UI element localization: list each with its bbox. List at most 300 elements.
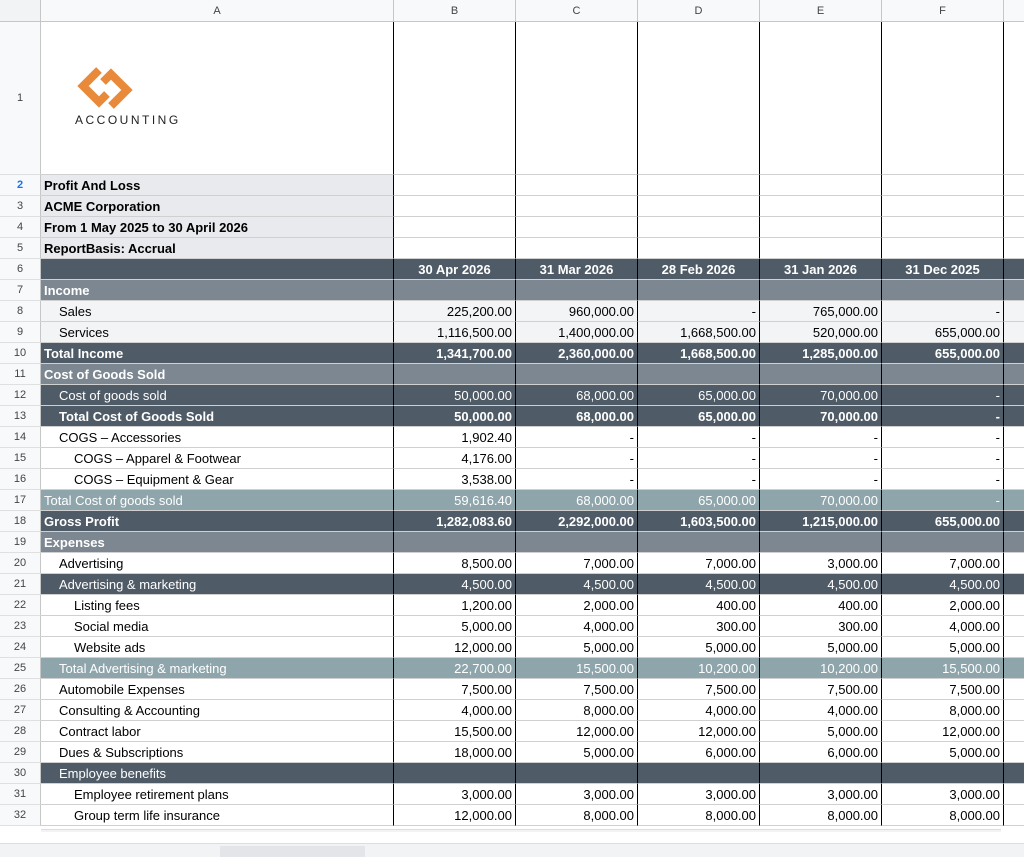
amount-cell[interactable]: 1,603,500.00	[638, 511, 760, 532]
cell[interactable]	[638, 238, 760, 259]
amount-cell[interactable]: 59,616.40	[394, 490, 516, 511]
row-header[interactable]: 19	[0, 532, 41, 553]
cell[interactable]	[1004, 22, 1024, 175]
account-label[interactable]: Advertising	[41, 553, 394, 574]
cell[interactable]	[1004, 679, 1024, 700]
cell[interactable]	[516, 217, 638, 238]
row-header[interactable]: 12	[0, 385, 41, 406]
row-header[interactable]: 13	[0, 406, 41, 427]
amount-cell[interactable]: 7,000.00	[516, 553, 638, 574]
amount-cell[interactable]: 68,000.00	[516, 406, 638, 427]
cell[interactable]	[516, 22, 638, 175]
amount-cell[interactable]: 4,176.00	[394, 448, 516, 469]
report-title-cell[interactable]: ReportBasis: Accrual	[41, 238, 394, 259]
amount-cell[interactable]: -	[882, 490, 1004, 511]
amount-cell[interactable]: 3,000.00	[638, 784, 760, 805]
date-header-row	[41, 259, 1024, 280]
cell[interactable]	[638, 196, 760, 217]
amount-cell[interactable]: 4,500.00	[760, 574, 882, 595]
row-header[interactable]: 7	[0, 280, 41, 301]
amount-cell[interactable]: 2,000.00	[882, 595, 1004, 616]
period-header[interactable]: 28 Feb 2026	[638, 259, 760, 280]
amount-cell[interactable]: 8,000.00	[882, 700, 1004, 721]
amount-cell[interactable]: 65,000.00	[638, 385, 760, 406]
amount-cell[interactable]	[882, 280, 1004, 301]
cell[interactable]	[1004, 427, 1024, 448]
cell[interactable]	[1004, 175, 1024, 196]
period-header[interactable]: 31 Jan 2026	[760, 259, 882, 280]
amount-cell[interactable]	[638, 763, 760, 784]
account-label[interactable]: Total Income	[41, 343, 394, 364]
amount-cell[interactable]: 7,500.00	[394, 679, 516, 700]
amount-cell[interactable]: 400.00	[760, 595, 882, 616]
amount-cell[interactable]	[516, 364, 638, 385]
row-header[interactable]: 3	[0, 196, 41, 217]
amount-cell[interactable]: 5,000.00	[882, 637, 1004, 658]
cell[interactable]	[1004, 616, 1024, 637]
cell[interactable]	[1004, 364, 1024, 385]
cell[interactable]	[1004, 469, 1024, 490]
amount-cell[interactable]: 1,668,500.00	[638, 343, 760, 364]
amount-cell[interactable]: 5,000.00	[516, 637, 638, 658]
amount-cell[interactable]: 10,200.00	[760, 658, 882, 679]
amount-cell[interactable]: -	[882, 301, 1004, 322]
table-row	[41, 784, 1024, 805]
cell[interactable]	[1004, 721, 1024, 742]
account-label[interactable]: COGS – Apparel & Footwear	[41, 448, 394, 469]
amount-cell[interactable]: 12,000.00	[394, 637, 516, 658]
amount-cell[interactable]: 1,668,500.00	[638, 322, 760, 343]
cell[interactable]	[882, 196, 1004, 217]
row-header[interactable]: 10	[0, 343, 41, 364]
period-header[interactable]: 31 Mar 2026	[516, 259, 638, 280]
account-label[interactable]: Cost of goods sold	[41, 385, 394, 406]
cell[interactable]	[1004, 805, 1024, 826]
row-header[interactable]: 16	[0, 469, 41, 490]
amount-cell[interactable]: -	[882, 385, 1004, 406]
cell[interactable]	[760, 217, 882, 238]
amount-cell[interactable]: -	[638, 301, 760, 322]
amount-cell[interactable]	[882, 532, 1004, 553]
table-row	[41, 448, 1024, 469]
amount-cell[interactable]: -	[882, 448, 1004, 469]
amount-cell[interactable]: 15,500.00	[516, 658, 638, 679]
table-row	[41, 280, 1024, 301]
row-header-1[interactable]: 1	[0, 22, 41, 175]
row-header[interactable]: 17	[0, 490, 41, 511]
amount-cell[interactable]: 300.00	[638, 616, 760, 637]
row-header[interactable]: 31	[0, 784, 41, 805]
table-row	[41, 385, 1024, 406]
amount-cell[interactable]: 1,400,000.00	[516, 322, 638, 343]
amount-cell[interactable]: 65,000.00	[638, 406, 760, 427]
column-header-a[interactable]: A	[41, 0, 394, 22]
amount-cell[interactable]: 50,000.00	[394, 406, 516, 427]
row-header[interactable]: 15	[0, 448, 41, 469]
title-row	[41, 217, 1024, 238]
row-header[interactable]: 4	[0, 217, 41, 238]
cell[interactable]	[882, 238, 1004, 259]
amount-cell[interactable]: -	[516, 469, 638, 490]
logo-text: ACCOUNTING	[75, 113, 181, 127]
row-header[interactable]: 9	[0, 322, 41, 343]
account-label[interactable]: Services	[41, 322, 394, 343]
amount-cell[interactable]: -	[882, 406, 1004, 427]
table-row	[41, 406, 1024, 427]
account-label[interactable]: Cost of Goods Sold	[41, 364, 394, 385]
amount-cell[interactable]: 8,500.00	[394, 553, 516, 574]
account-label[interactable]: Advertising & marketing	[41, 574, 394, 595]
amount-cell[interactable]	[760, 280, 882, 301]
amount-cell[interactable]: 5,000.00	[760, 637, 882, 658]
cell[interactable]	[882, 22, 1004, 175]
amount-cell[interactable]: 6,000.00	[638, 742, 760, 763]
cell[interactable]	[1004, 742, 1024, 763]
amount-cell[interactable]: 22,700.00	[394, 658, 516, 679]
amount-cell[interactable]: 15,500.00	[394, 721, 516, 742]
account-label[interactable]: Sales	[41, 301, 394, 322]
amount-cell[interactable]: 655,000.00	[882, 343, 1004, 364]
amount-cell[interactable]: 960,000.00	[516, 301, 638, 322]
account-label[interactable]: Total Advertising & marketing	[41, 658, 394, 679]
cell[interactable]	[1004, 532, 1024, 553]
cell[interactable]	[394, 238, 516, 259]
sheet-tab[interactable]	[220, 846, 365, 857]
cell[interactable]	[516, 175, 638, 196]
table-row	[41, 637, 1024, 658]
report-title-cell[interactable]: Profit And Loss	[41, 175, 394, 196]
amount-cell[interactable]: 3,538.00	[394, 469, 516, 490]
cell[interactable]	[638, 217, 760, 238]
amount-cell[interactable]: 7,000.00	[638, 553, 760, 574]
cell[interactable]	[1004, 406, 1024, 427]
row-header[interactable]: 25	[0, 658, 41, 679]
amount-cell[interactable]	[394, 763, 516, 784]
column-header-e[interactable]: E	[760, 0, 882, 22]
table-row	[41, 469, 1024, 490]
amount-cell[interactable]: -	[516, 448, 638, 469]
cell[interactable]	[882, 175, 1004, 196]
table-row	[41, 322, 1024, 343]
report-title-cell[interactable]: ACME Corporation	[41, 196, 394, 217]
cell[interactable]	[1004, 301, 1024, 322]
amount-cell[interactable]: -	[760, 427, 882, 448]
column-header-c[interactable]: C	[516, 0, 638, 22]
amount-cell[interactable]: 655,000.00	[882, 322, 1004, 343]
cell[interactable]	[1004, 553, 1024, 574]
period-header[interactable]: 31 Dec 2025	[882, 259, 1004, 280]
amount-cell[interactable]: -	[516, 427, 638, 448]
amount-cell[interactable]	[760, 532, 882, 553]
cell[interactable]	[1004, 574, 1024, 595]
amount-cell[interactable]: 1,200.00	[394, 595, 516, 616]
table-row	[41, 595, 1024, 616]
header-label-cell[interactable]	[41, 259, 394, 280]
amount-cell[interactable]: 4,000.00	[394, 700, 516, 721]
amount-cell[interactable]: 2,292,000.00	[516, 511, 638, 532]
title-row	[41, 238, 1024, 259]
amount-cell[interactable]: 12,000.00	[394, 805, 516, 826]
amount-cell[interactable]: 4,000.00	[638, 700, 760, 721]
amount-cell[interactable]: 4,500.00	[394, 574, 516, 595]
amount-cell[interactable]: 50,000.00	[394, 385, 516, 406]
amount-cell[interactable]: 8,000.00	[760, 805, 882, 826]
amount-cell[interactable]: 3,000.00	[760, 553, 882, 574]
amount-cell[interactable]: -	[882, 469, 1004, 490]
cell[interactable]	[394, 217, 516, 238]
amount-cell[interactable]: 7,000.00	[882, 553, 1004, 574]
table-row	[41, 763, 1024, 784]
account-label[interactable]: Expenses	[41, 532, 394, 553]
row-header[interactable]: 21	[0, 574, 41, 595]
amount-cell[interactable]: 8,000.00	[638, 805, 760, 826]
amount-cell[interactable]: 3,000.00	[516, 784, 638, 805]
amount-cell[interactable]: 4,000.00	[882, 616, 1004, 637]
cell[interactable]	[516, 196, 638, 217]
row-header[interactable]: 8	[0, 301, 41, 322]
cell[interactable]	[1004, 322, 1024, 343]
amount-cell[interactable]	[516, 280, 638, 301]
amount-cell[interactable]: 7,500.00	[638, 679, 760, 700]
cell[interactable]	[1004, 217, 1024, 238]
amount-cell[interactable]: 3,000.00	[760, 784, 882, 805]
amount-cell[interactable]	[760, 364, 882, 385]
amount-cell[interactable]: 70,000.00	[760, 406, 882, 427]
amount-cell[interactable]: -	[882, 427, 1004, 448]
amount-cell[interactable]: 12,000.00	[882, 721, 1004, 742]
amount-cell[interactable]: 1,215,000.00	[760, 511, 882, 532]
amount-cell[interactable]: 18,000.00	[394, 742, 516, 763]
column-header-d[interactable]: D	[638, 0, 760, 22]
title-row	[41, 196, 1024, 217]
amount-cell[interactable]	[516, 763, 638, 784]
account-label[interactable]: Employee retirement plans	[41, 784, 394, 805]
amount-cell[interactable]: 3,000.00	[882, 784, 1004, 805]
amount-cell[interactable]	[394, 364, 516, 385]
account-label[interactable]: COGS – Equipment & Gear	[41, 469, 394, 490]
row-header[interactable]: 26	[0, 679, 41, 700]
amount-cell[interactable]	[638, 532, 760, 553]
amount-cell[interactable]: 4,000.00	[760, 700, 882, 721]
table-row	[41, 700, 1024, 721]
amount-cell[interactable]: 65,000.00	[638, 490, 760, 511]
table-row	[41, 742, 1024, 763]
cell[interactable]	[1004, 700, 1024, 721]
cell[interactable]	[516, 238, 638, 259]
table-row	[41, 364, 1024, 385]
cell[interactable]	[1004, 280, 1024, 301]
cell[interactable]	[760, 238, 882, 259]
amount-cell[interactable]	[394, 532, 516, 553]
amount-cell[interactable]: 4,500.00	[638, 574, 760, 595]
table-row	[41, 658, 1024, 679]
cell[interactable]	[1004, 595, 1024, 616]
amount-cell[interactable]: 10,200.00	[638, 658, 760, 679]
account-label[interactable]: Total Cost of goods sold	[41, 490, 394, 511]
account-label[interactable]: Contract labor	[41, 721, 394, 742]
horizontal-scrollbar[interactable]	[41, 829, 1001, 832]
column-header-f[interactable]: F	[882, 0, 1004, 22]
amount-cell[interactable]	[760, 763, 882, 784]
amount-cell[interactable]	[516, 532, 638, 553]
cell[interactable]	[394, 175, 516, 196]
logo-row	[41, 22, 1024, 175]
table-row	[41, 679, 1024, 700]
amount-cell[interactable]: 2,000.00	[516, 595, 638, 616]
table-row	[41, 490, 1024, 511]
amount-cell[interactable]: -	[638, 448, 760, 469]
amount-cell[interactable]: -	[760, 448, 882, 469]
row-header[interactable]: 28	[0, 721, 41, 742]
cell[interactable]	[1004, 448, 1024, 469]
amount-cell[interactable]: 300.00	[760, 616, 882, 637]
account-label[interactable]: Group term life insurance	[41, 805, 394, 826]
amount-cell[interactable]: 7,500.00	[760, 679, 882, 700]
cell[interactable]	[1004, 259, 1024, 280]
account-label[interactable]: Website ads	[41, 637, 394, 658]
amount-cell[interactable]: 8,000.00	[516, 805, 638, 826]
amount-cell[interactable]: 68,000.00	[516, 385, 638, 406]
amount-cell[interactable]: 8,000.00	[516, 700, 638, 721]
amount-cell[interactable]	[638, 364, 760, 385]
cell[interactable]	[394, 196, 516, 217]
amount-cell[interactable]: 15,500.00	[882, 658, 1004, 679]
sheet-tab-bar	[0, 843, 1024, 857]
cell[interactable]	[760, 175, 882, 196]
row-header[interactable]: 27	[0, 700, 41, 721]
row-header[interactable]: 22	[0, 595, 41, 616]
amount-cell[interactable]: 70,000.00	[760, 385, 882, 406]
account-label[interactable]: Gross Profit	[41, 511, 394, 532]
amount-cell[interactable]: 4,500.00	[516, 574, 638, 595]
amount-cell[interactable]: 5,000.00	[516, 742, 638, 763]
row-header[interactable]: 2	[0, 175, 41, 196]
column-header-b[interactable]: B	[394, 0, 516, 22]
cell[interactable]	[1004, 196, 1024, 217]
amount-cell[interactable]	[882, 364, 1004, 385]
amount-cell[interactable]: 8,000.00	[882, 805, 1004, 826]
amount-cell[interactable]: -	[760, 469, 882, 490]
row-header[interactable]: 23	[0, 616, 41, 637]
account-label[interactable]: Social media	[41, 616, 394, 637]
amount-cell[interactable]: 3,000.00	[394, 784, 516, 805]
amount-cell[interactable]: 1,285,000.00	[760, 343, 882, 364]
cell[interactable]	[882, 217, 1004, 238]
amount-cell[interactable]: 12,000.00	[516, 721, 638, 742]
cell[interactable]	[394, 22, 516, 175]
table-row	[41, 805, 1024, 826]
logo-cell[interactable]	[41, 22, 394, 175]
amount-cell[interactable]: 4,000.00	[516, 616, 638, 637]
cell[interactable]	[1004, 637, 1024, 658]
row-header[interactable]: 18	[0, 511, 41, 532]
table-row	[41, 343, 1024, 364]
amount-cell[interactable]: 12,000.00	[638, 721, 760, 742]
report-title-cell[interactable]: From 1 May 2025 to 30 April 2026	[41, 217, 394, 238]
table-row	[41, 427, 1024, 448]
account-label[interactable]: COGS – Accessories	[41, 427, 394, 448]
row-header[interactable]: 14	[0, 427, 41, 448]
title-row	[41, 175, 1024, 196]
account-label[interactable]: Dues & Subscriptions	[41, 742, 394, 763]
cell[interactable]	[1004, 385, 1024, 406]
amount-cell[interactable]: 225,200.00	[394, 301, 516, 322]
cell[interactable]	[1004, 238, 1024, 259]
amount-cell[interactable]: 655,000.00	[882, 511, 1004, 532]
table-row	[41, 574, 1024, 595]
amount-cell[interactable]: 1,282,083.60	[394, 511, 516, 532]
amount-cell[interactable]: 4,500.00	[882, 574, 1004, 595]
row-header[interactable]: 24	[0, 637, 41, 658]
table-row	[41, 511, 1024, 532]
cell[interactable]	[1004, 490, 1024, 511]
amount-cell[interactable]: 2,360,000.00	[516, 343, 638, 364]
account-label[interactable]: Automobile Expenses	[41, 679, 394, 700]
amount-cell[interactable]: 5,000.00	[394, 616, 516, 637]
amount-cell[interactable]: 1,116,500.00	[394, 322, 516, 343]
account-label[interactable]: Listing fees	[41, 595, 394, 616]
row-header[interactable]: 6	[0, 259, 41, 280]
amount-cell[interactable]: 5,000.00	[882, 742, 1004, 763]
table-row	[41, 532, 1024, 553]
amount-cell[interactable]: 5,000.00	[760, 721, 882, 742]
amount-cell[interactable]: 1,341,700.00	[394, 343, 516, 364]
cell[interactable]	[760, 22, 882, 175]
row-header[interactable]: 32	[0, 805, 41, 826]
account-label[interactable]: Consulting & Accounting	[41, 700, 394, 721]
amount-cell[interactable]: 520,000.00	[760, 322, 882, 343]
table-row	[41, 553, 1024, 574]
accounting-logo-icon	[75, 66, 135, 110]
amount-cell[interactable]: 1,902.40	[394, 427, 516, 448]
row-header[interactable]: 11	[0, 364, 41, 385]
row-header[interactable]: 30	[0, 763, 41, 784]
amount-cell[interactable]: 6,000.00	[760, 742, 882, 763]
period-header[interactable]: 30 Apr 2026	[394, 259, 516, 280]
cell[interactable]	[638, 175, 760, 196]
amount-cell[interactable]	[882, 763, 1004, 784]
cell[interactable]	[1004, 658, 1024, 679]
cell[interactable]	[638, 22, 760, 175]
amount-cell[interactable]: 68,000.00	[516, 490, 638, 511]
account-label[interactable]: Income	[41, 280, 394, 301]
amount-cell[interactable]: 5,000.00	[638, 637, 760, 658]
cell[interactable]	[1004, 763, 1024, 784]
amount-cell[interactable]: 765,000.00	[760, 301, 882, 322]
table-row	[41, 616, 1024, 637]
select-all-corner[interactable]	[0, 0, 41, 22]
row-header[interactable]: 29	[0, 742, 41, 763]
cell[interactable]	[1004, 784, 1024, 805]
amount-cell[interactable]: 400.00	[638, 595, 760, 616]
amount-cell[interactable]: 7,500.00	[882, 679, 1004, 700]
amount-cell[interactable]: 7,500.00	[516, 679, 638, 700]
amount-cell[interactable]: -	[638, 427, 760, 448]
row-header[interactable]: 20	[0, 553, 41, 574]
cell[interactable]	[1004, 343, 1024, 364]
row-header[interactable]: 5	[0, 238, 41, 259]
column-header-g[interactable]	[1004, 0, 1024, 22]
account-label[interactable]: Total Cost of Goods Sold	[41, 406, 394, 427]
amount-cell[interactable]: 70,000.00	[760, 490, 882, 511]
account-label[interactable]: Employee benefits	[41, 763, 394, 784]
amount-cell[interactable]	[394, 280, 516, 301]
amount-cell[interactable]: -	[638, 469, 760, 490]
table-row	[41, 721, 1024, 742]
cell[interactable]	[760, 196, 882, 217]
amount-cell[interactable]	[638, 280, 760, 301]
cell[interactable]	[1004, 511, 1024, 532]
